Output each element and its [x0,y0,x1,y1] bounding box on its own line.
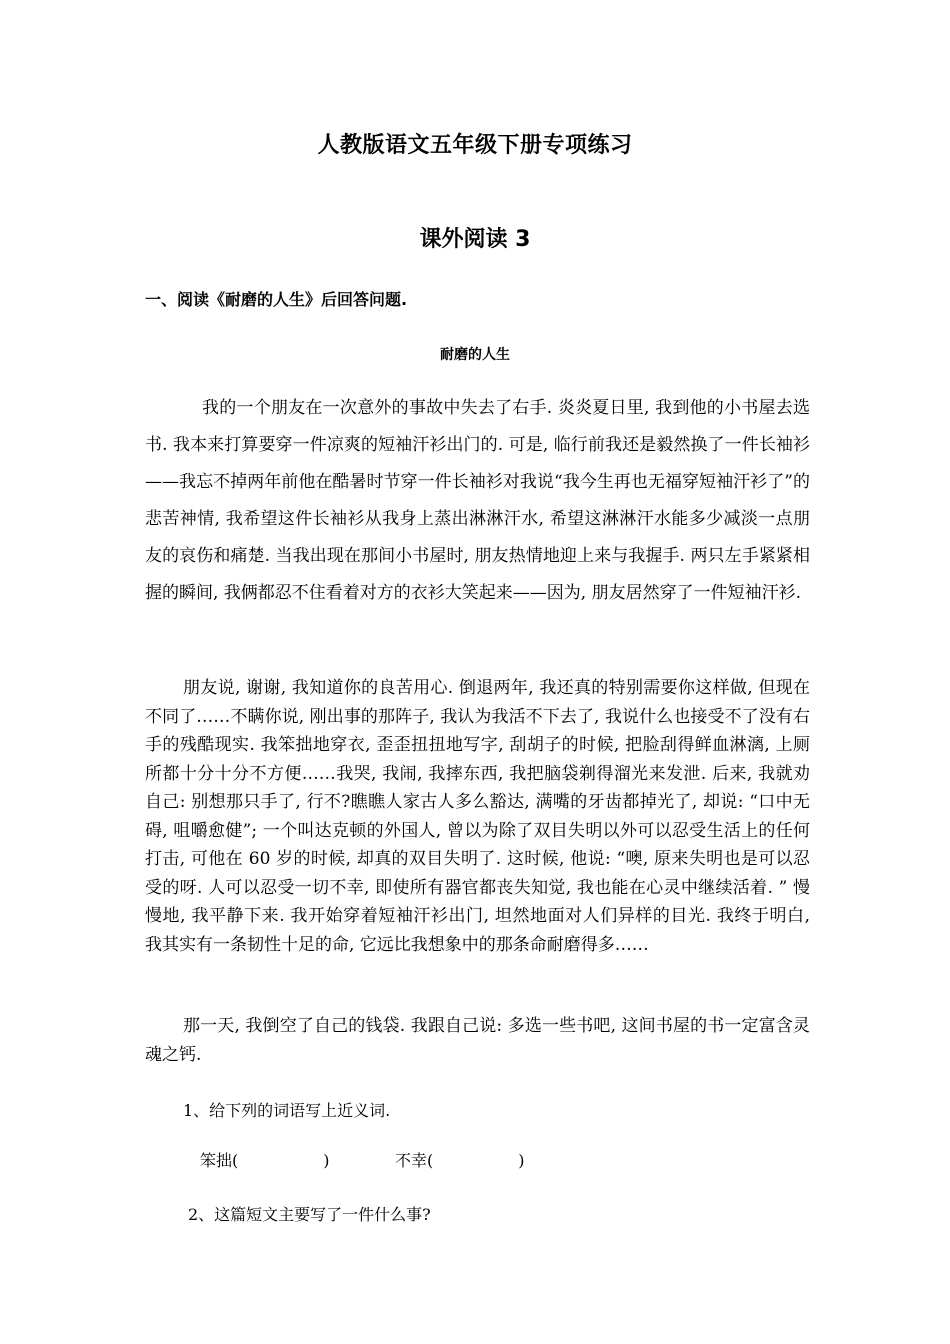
main-title: 人教版语文五年级下册专项练习 [317,133,633,158]
passage-paragraph-1: 我的一个朋友在一次意外的事故中失去了右手. 炎炎夏日里, 我到他的小书屋去选书. 我本来打算要穿一件凉爽的短袖汗衫出门的. 可是, 临行前我还是毅然换了一件长袖衫——我忘不掉两年前他在酷暑时节穿一件长袖衫对我说“我今生再也无福穿短袖汗衫了”的悲苦神情, 我希望这件长袖衫从我身上蒸出淋淋汗水, 希望这淋淋汗水能多少减淡一点朋友的哀伤和痛楚. 当我出现在那间小书屋时, 朋友热情地迎上来与我握手. 两只左手紧紧相握的瞬间, 我俩都忍不住看着对方的衣衫大笑起来——因为, 朋友居然穿了一件短袖汗衫. [145,398,810,603]
passage-paragraph-3: 那一天, 我倒空了自己的钱袋. 我跟自己说: 多选一些书吧, 这间书屋的书一定富含灵魂之钙. [145,1016,810,1065]
synonym-close-1: ) [323,1151,330,1170]
question-1: 1、给下列的词语写上近义词. [183,1101,391,1120]
passage-title: 耐磨的人生 [440,347,510,363]
passage-paragraph-2: 朋友说, 谢谢, 我知道你的良苦用心. 倒退两年, 我还真的特别需要你这样做, 但现在不同了……不瞒你说, 刚出事的那阵子, 我认为我活不下去了, 我说什么也接受不了没有右手的残酷现实. 我笨拙地穿衣, 歪歪扭扭地写字, 刮胡子的时候, 把脸刮得鲜血淋漓, 上厕所都十分十分不方便……我哭, 我闹, 我摔东西, 我把脑袋剃得溜光来发泄. 后来, 我就劝自己: 别想那只手了, 行不?瞧瞧人家古人多么豁达, 满嘴的牙齿都掉光了, 却说: “口中无碍, 咀嚼愈健”; 一个叫达克顿的外国人, 曾以为除了双目失明以外可以忍受生活上的任何打击, 可他在 60 岁的时候, 却真的双目失明了. 这时候, 他说: “噢, 原来失明也是可以忍受的呀. 人可以忍受一切不幸, 即使所有器官都丧失知觉, 我也能在心灵中继续活着. ” 慢慢地, 我平静下来. 我开始穿着短袖汗衫出门, 坦然地面对人们异样的目光. 我终于明白, 我其实有一条韧性十足的命, 它远比我想象中的那条命耐磨得多…… [145,678,810,955]
sub-title: 课外阅读 3 [419,227,531,252]
synonym-blank-2[interactable] [395,1148,525,1171]
synonym-blank-1[interactable] [200,1148,395,1171]
question-2: 2、这篇短文主要写了一件什么事? [188,1205,431,1224]
synonym-word-2: 不幸( [395,1151,434,1170]
synonym-word-1: 笨拙( [200,1151,239,1170]
section-heading: 一、阅读《耐磨的人生》后回答问题. [145,290,408,309]
synonym-answer-row [200,1148,525,1171]
synonym-close-2: ) [518,1151,525,1170]
